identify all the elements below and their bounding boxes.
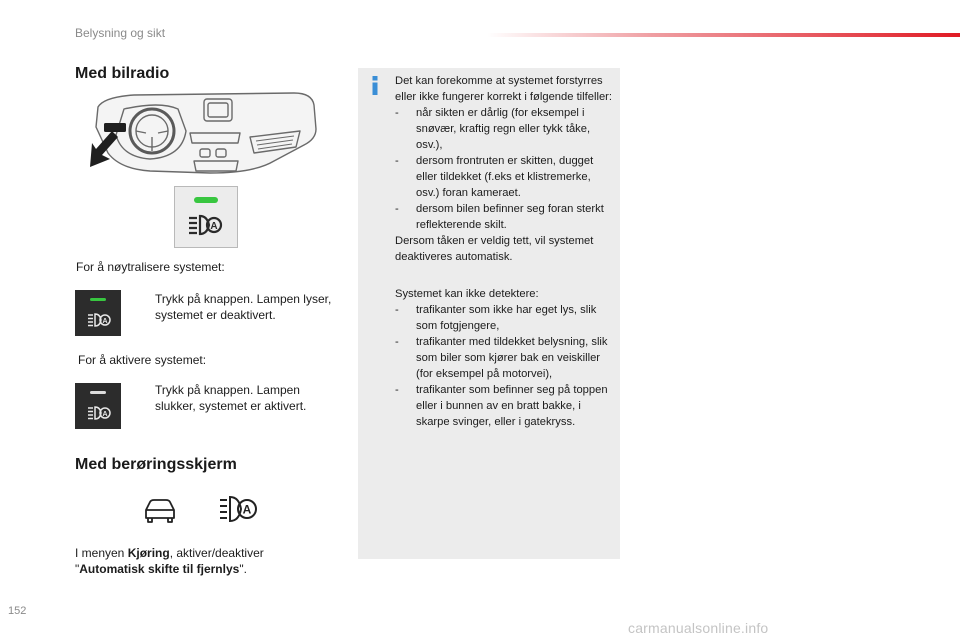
list-item: - trafikanter som befinner seg på toppen eller i bunnen av en bratt bakke, i skarpe svinger, eller i gatekryss.: [395, 382, 617, 430]
neutralize-intro: For å nøytralisere systemet:: [76, 260, 225, 274]
fog-note: Dersom tåken er veldig tett, vil systemet deaktiveres automatisk.: [395, 235, 594, 263]
neutralize-step-text: Trykk på knappen. Lampen lyser, systemet er deaktivert.: [155, 292, 332, 322]
svg-text:A: A: [102, 411, 108, 418]
lamp-led-off: [90, 391, 106, 394]
section-title: Belysning og sikt: [75, 26, 166, 40]
list-item: - dersom frontruten er skitten, dugget eller tildekket (f.eks et klistremerke, osv.) foran kameraet.: [395, 153, 617, 201]
list-item: - trafikanter som ikke har eget lys, slik som fotgjengere,: [395, 302, 617, 334]
driving-car-icon: [146, 500, 174, 522]
open-quote: ": [75, 562, 80, 576]
menu-prefix: I menyen: [75, 546, 128, 560]
info-icon: [372, 76, 378, 95]
function-name: Automatisk skifte til fjernlys: [79, 562, 240, 576]
header-accent-line: [487, 33, 960, 37]
svg-text:A: A: [210, 221, 218, 232]
watermark: carmanualsonline.info: [628, 620, 769, 636]
dashboard-illustration: [90, 87, 322, 185]
step-bullet-icon: [141, 382, 155, 414]
lamp-led-on: [194, 197, 218, 203]
info-intro: Det kan forekomme at systemet forstyrres eller ikke fungerer korrekt i følgende tilfeller:: [395, 75, 613, 103]
cannot-detect-intro: Systemet kan ikke detektere:: [395, 288, 539, 300]
activate-step-text: Trykk på knappen. Lampen slukker, systemet er aktivert.: [155, 383, 307, 413]
cannot-detect-list: [395, 302, 617, 430]
activate-step: [141, 382, 341, 414]
svg-text:A: A: [102, 318, 108, 325]
touchscreen-icons: [140, 493, 270, 525]
list-item: - dersom bilen befinner seg foran sterkt reflekterende skilt.: [395, 201, 617, 233]
list-item: - trafikanter med tildekket belysning, slik som biler som kjører bak en veiskiller (for eksempel på motorvei),: [395, 334, 617, 382]
info-text: [395, 73, 617, 430]
conditions-list: [395, 105, 617, 233]
lamp-led-on: [90, 298, 106, 301]
neutralize-step: [141, 291, 341, 323]
list-item: - når sikten er dårlig (for eksempel i snøvær, kraftig regn eller tykk tåke, osv.),: [395, 105, 617, 153]
heading-radio: Med bilradio: [75, 65, 170, 82]
activate-intro: For å aktivere systemet:: [78, 353, 207, 367]
step-bullet-icon: [141, 291, 155, 323]
touchscreen-menu-instruction: [75, 545, 355, 577]
svg-text:A: A: [242, 502, 252, 517]
button-lamp-on-thumbnail: [75, 290, 121, 336]
menu-name: Kjøring: [127, 546, 170, 560]
button-lamp-off-thumbnail: [75, 383, 121, 429]
headlamp-button-illustration: [174, 186, 238, 248]
page-number: 152: [8, 605, 27, 617]
close-quote: ".: [239, 562, 247, 576]
menu-middle: , aktiver/deaktiver: [169, 546, 264, 560]
heading-touchscreen: Med berøringsskjerm: [75, 456, 237, 473]
